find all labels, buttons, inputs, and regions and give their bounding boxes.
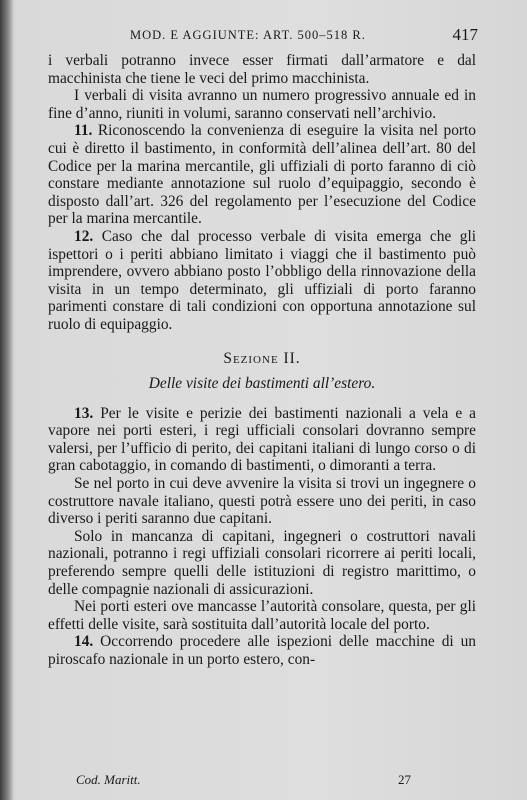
binding-shadow [0,0,14,800]
paragraph: Nei porti esteri ove mancasse l’autorità consolare, questa, per gli effetti delle visite, sarà sostituita dall’autorità locale del porto. [48,598,476,633]
section-heading: Sezione II. [223,349,301,367]
page-number: 417 [452,25,478,44]
page-footer [48,772,476,792]
article-13: 13. Per le visite e perizie dei bastimenti nazionali a vela e a vapore nei porti esteri, i regi ufficiali consolari dovranno sempre valersi, per l’ufficio di perito, dei capitani italiani di lungo corso o di gran cabotaggio, in comando di bastimenti, o dimoranti a terra. [48,404,476,475]
article-number: 14. [74,633,94,651]
article-number: 12. [74,227,94,245]
body-text [48,52,476,669]
paragraph: i verbali potranno invece esser firmati dall’armatore e dal macchinista che tiene le veci del primo macchinista. [48,52,476,87]
article-14: 14. Occorrendo procedere alle ispezioni delle macchine di un piroscafo nazionale in un porto estero, con- [48,633,476,668]
article-12: 12. Caso che dal processo verbale di visita emerga che gli ispettori o i periti abbiano limitato i viaggi che il bastimento può imprendere, ovvero abbiano posto l’obbligo della rinnovazione della visita in un tempo determinato, gli uffiziali di porto faranno parimenti constare di tali condizioni con opportuna annotazione sul ruolo di equipaggio. [48,227,476,333]
paragraph: Solo in mancanza di capitani, ingegneri o costruttori navali nazionali, potranno i regi uffiziali consolari ricorrere ai periti locali, preferendo sempre quelli delle istituzioni di registro marittimo, o delle compagnie nazionali di assicurazioni. [48,527,476,598]
signature-number: 27 [398,772,411,787]
paragraph: Se nel porto in cui deve avvenire la visita si trovi un ingegnere o costruttore navale italiano, questi potrà essere uno dei periti, in caso diverso i periti saranno due capitani. [48,475,476,528]
running-title: MOD. E AGGIUNTE: ART. 500–518 R. [130,28,366,42]
paragraph: I verbali di visita avranno un numero progressivo annuale ed in fine d’anno, riuniti in volumi, saranno conservati nell’archivio. [48,87,476,122]
section-title: Delle visite dei bastimenti all’estero. [148,375,376,393]
code-label: Cod. Maritt. [76,772,141,787]
article-number: 13. [74,404,94,422]
page-header [48,25,478,48]
article-11: 11. Riconoscendo la convenienza di eseguire la visita nel porto cui è diretto il bastimento, in conformità dell’alinea dell’art. 80 del Codice per la marina mercantile, gli uffiziali di porto faranno di ciò constare mediante annotazione sul ruolo d’equipaggio, secondo è disposto dall’art. 326 del regolamento per l’esecuzione del Codice per la marina mercantile. [48,122,476,228]
article-number: 11. [74,122,93,140]
